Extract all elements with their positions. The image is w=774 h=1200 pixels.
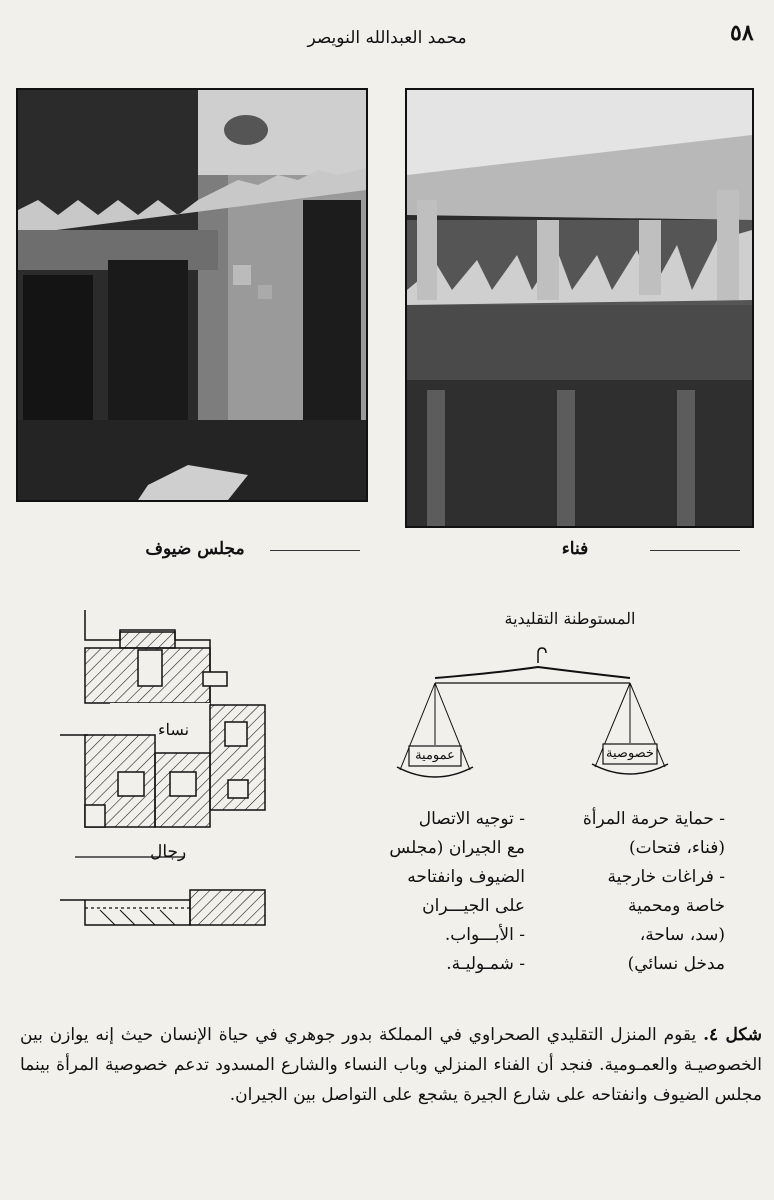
publicness-line: - توجيه الاتصال (418, 809, 525, 829)
privacy-line: (سد، ساحة، (639, 925, 725, 945)
publicness-line: على الجيـــران (422, 896, 525, 916)
pan-label-public: عمومية (415, 748, 455, 763)
house-plan (60, 610, 275, 930)
caption-underline-right (650, 550, 740, 551)
plan-label-women: نساء (158, 720, 190, 739)
privacy-line: (فناء، فتحات) (629, 838, 725, 858)
privacy-line: - فراغات خارجية (607, 867, 725, 887)
privacy-line: مدخل نسائي) (627, 954, 725, 974)
publicness-line: - شمـوليـة. (446, 954, 525, 974)
privacy-line: - حماية حرمة المرأة (582, 809, 725, 829)
publicness-line: مع الجيران (مجلس (389, 838, 525, 858)
figure-caption-text: يقوم المنزل التقليدي الصحراوي في المملكة بدور جوهري في حياة الإنسان حيث إنه يوازن بين الخصوصيـة والعمـومية. فنجد أن الفناء المنزلي وباب النساء والشارع المسدود تدعم خصوصية المرأة بينما مجلس الضيوف وانفتاحه على شارع الجيرة يشجع على التواصل بين الجيران. (20, 1025, 762, 1105)
diagram-title: المستوطنة التقليدية (504, 609, 636, 628)
caption-underline-left (270, 550, 360, 551)
plan-label-men: رجال (150, 842, 187, 862)
caption-courtyard: فناء (561, 539, 589, 559)
privacy-bullets (545, 805, 725, 979)
running-header-author: محمد العبدالله النويصر (307, 28, 467, 48)
publicness-line: - الأبـــواب. (444, 925, 525, 945)
page-number: ٥٨ (730, 20, 754, 46)
photo-guest-majlis (16, 88, 368, 502)
balance-scale (395, 645, 685, 795)
publicness-bullets (355, 805, 525, 979)
caption-guest-majlis: مجلس ضيوف (145, 539, 245, 559)
publicness-line: الضيوف وانفتاحه (407, 867, 525, 887)
figure-caption (20, 1020, 762, 1110)
privacy-line: خاصة ومحمية (627, 896, 725, 916)
figure-label: شكل ٤. (703, 1025, 762, 1045)
photo-courtyard (405, 88, 754, 528)
pan-label-private: خصوصية (606, 746, 654, 761)
